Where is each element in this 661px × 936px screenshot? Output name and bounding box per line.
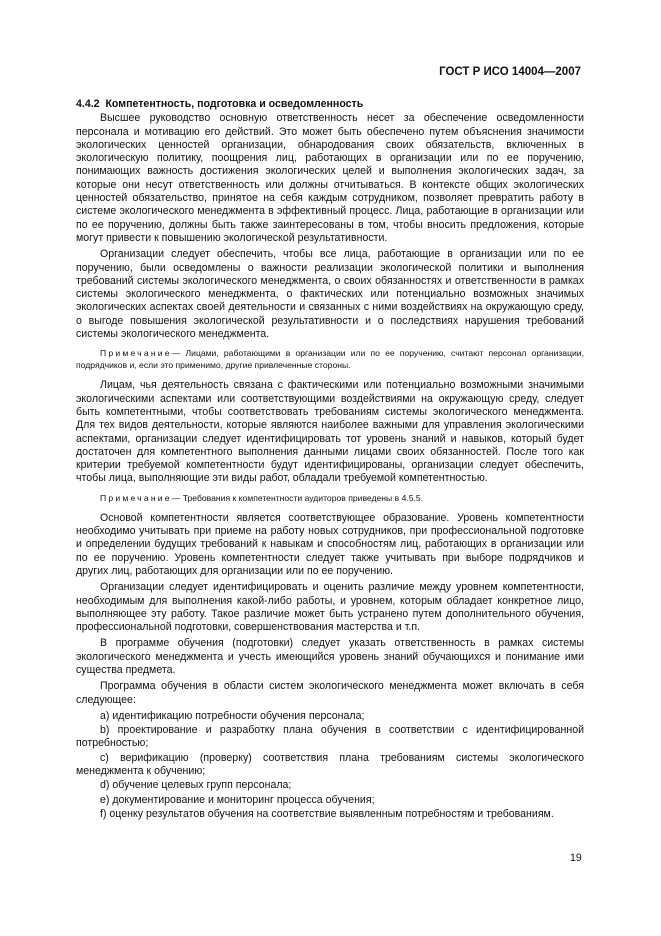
paragraph: Организации следует обеспечить, чтобы все лица, работающие в организации или по ее поручению, были осведомлены о важности реализации экологической политики и выполнения требований системы экологического менеджмента, о своих обязанностях и ответственности в рамках системы экологического менеджмента, о фактических или потенциально возможных значимых экологических аспектах своей деятельности и связанных с ними воздействиях на окружающую среду, о выгоде повышения экологической результативности и о последствиях нарушения требований системы экологического менеджмента.	[76, 248, 584, 341]
paragraph: Высшее руководство основную ответственность несет за обеспечение осведомленности персонала и мотивацию его действий. Это может быть обеспечено путем объяснения значимости экологических ценностей организации, обнародования своих обязательств, включенных в экологическую политику, поощрения лиц, работающих в организации или по ее поручению, понимающих важность достижения экологических целей и выполнения экологических задач, за которые они несут ответственность или должны отчитываться. В контексте общих экологических ценностей обязательство, принятое на себя каждым сотрудником, позволяет превратить работу в системе экологического менеджмента в эффективный процесс. Лица, работающие в организации или по ее поручению, должны быть также заинтересованы в том, чтобы вносить предложения, которые могут привести к повышению экологической результативности.	[76, 112, 584, 244]
page-number: 19	[570, 852, 582, 864]
list-item: b) проектирование и разработку плана обучения в соответствии с идентифицированной потребностью;	[76, 724, 584, 750]
paragraph: Организации следует идентифицировать и оценить различие между уровнем компетентности, необходимым для выполнения какой-либо работы, и уровнем, которым обладает конкретное лицо, выполняющее эту работу. Такое различие может быть устранено путем дополнительного обучения, профессиональной подготовки, совершенствования мастерства и т.п.	[76, 581, 584, 634]
paragraph: Лицам, чья деятельность связана с фактическими или потенциально возможными значимыми экологическими аспектами или соответствующими воздействиями на окружающую среду, следует быть компетентными, чтобы соответствовать требованиям системы экологического менеджмента. Для тех видов деятельности, которые являются наиболее важными для управления экологическими аспектами, организации следует идентифицировать тот уровень знаний и навыков, который будет достаточен для компетентного выполнения данными лицами своих обязанностей. После того как критерии требуемой компетентности будут идентифицированы, организации следует обеспечить, чтобы лица, выполняющие эти виды работ, обладали требуемой компетентностью.	[76, 379, 584, 485]
paragraph: В программе обучения (подготовки) следует указать ответственность в рамках системы экологического менеджмента и учесть имеющийся уровень знаний обучающихся и понимание ими существа предмета.	[76, 637, 584, 676]
list-item: а) идентификацию потребности обучения персонала;	[100, 709, 365, 722]
paragraph: Основой компетентности является соответствующее образование. Уровень компетентности необходимо учитывать при приеме на работу новых сотрудников, при профессиональной подготовке и определении будущих требований к навыкам и способностям лиц, работающих в организации или по ее поручению. Уровень компетентности следует также учитывать при выборе подрядчиков и других лиц, работающих для организации или по ее поручению.	[76, 511, 584, 577]
list-item: d) обучение целевых групп персонала;	[100, 779, 292, 792]
training-list	[76, 710, 584, 821]
section-heading	[76, 98, 584, 111]
note-label: Примечание	[100, 348, 172, 359]
note	[76, 347, 584, 371]
document-header: ГОСТ Р ИСО 14004—2007	[439, 66, 581, 78]
note-text: — Лицами, работающими в организации или по ее поручению, считают персонал организации, подрядчиков и, если это применимо, другие привлеченные стороны.	[76, 348, 584, 371]
note	[76, 492, 584, 504]
section-number: 4.4.2	[76, 98, 100, 110]
list-item: e) документирование и мониторинг процесса обучения;	[100, 793, 375, 806]
paragraph: Программа обучения в области систем экологического менеджмента может включать в себя следующее:	[76, 680, 584, 706]
page-content	[76, 98, 584, 822]
section-title: Компетентность, подготовка и осведомленность	[105, 98, 364, 110]
list-item: c) верификацию (проверку) соответствия плана требованиям системы экологического менеджмента к обучению;	[76, 751, 584, 778]
note-text: — Требования к компетентности аудиторов приведены в 4.5.5.	[171, 492, 424, 503]
note-label: Примечание	[100, 492, 172, 503]
list-item: f) оценку результатов обучения на соответствие выявленным потребностям и требованиям.	[100, 807, 554, 820]
